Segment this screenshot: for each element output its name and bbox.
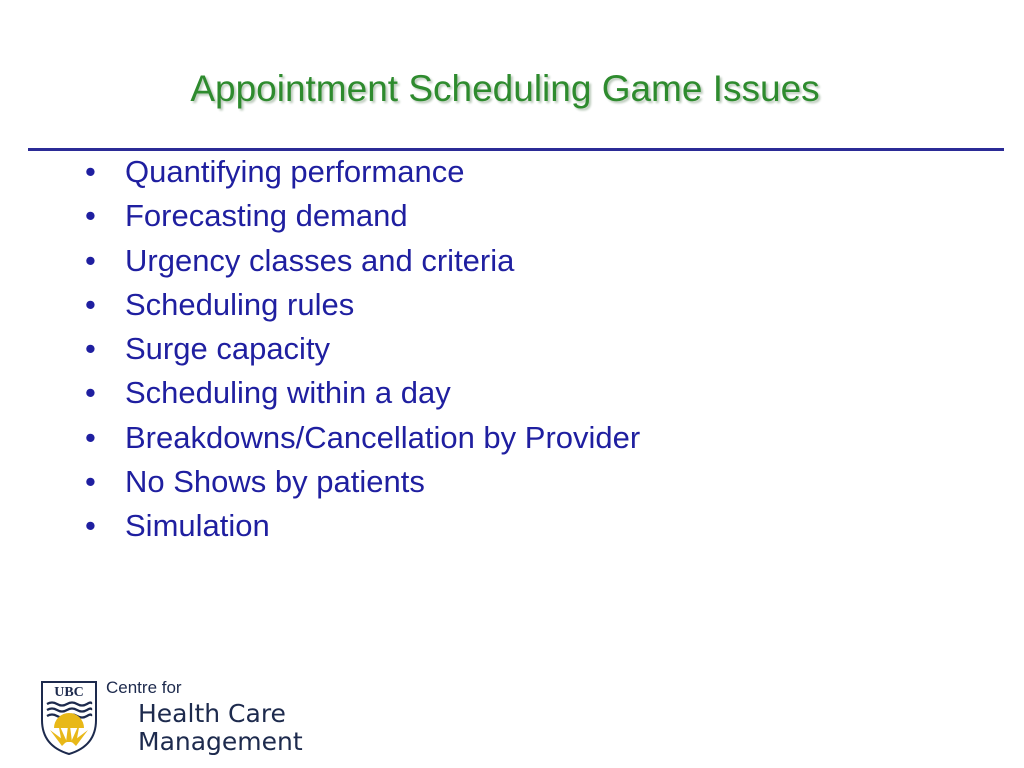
list-item-text: Surge capacity: [125, 331, 331, 367]
bullet-marker: •: [85, 419, 96, 455]
slide-title: Appointment Scheduling Game Issues: [190, 68, 820, 109]
bullet-marker: •: [85, 286, 96, 322]
list-item-text: Breakdowns/Cancellation by Provider: [125, 419, 641, 455]
list-item: [85, 239, 640, 283]
bullet-marker: •: [85, 154, 96, 189]
footer-org-name: [138, 700, 303, 756]
list-item: [85, 460, 640, 504]
list-item: [85, 150, 640, 194]
bullet-marker: •: [85, 508, 96, 544]
ubc-crest-logo: [40, 680, 98, 756]
crest-ubc-text: UBC: [54, 685, 84, 700]
bullet-list: [85, 150, 640, 549]
list-item-text: Scheduling within a day: [125, 375, 451, 411]
footer-health-care: Health Care: [138, 699, 286, 728]
list-item: [85, 194, 640, 238]
list-item: [85, 504, 640, 548]
bullet-marker: •: [85, 464, 96, 500]
list-item-text: Forecasting demand: [125, 198, 408, 234]
footer-centre-for: Centre for: [106, 678, 182, 697]
list-item-text: Quantifying performance: [125, 154, 465, 189]
list-item-text: No Shows by patients: [125, 464, 425, 500]
footer-management: Management: [138, 727, 303, 756]
bullet-marker: •: [85, 375, 96, 411]
list-item: [85, 416, 640, 460]
bullet-marker: •: [85, 198, 96, 234]
list-item: [85, 327, 640, 371]
list-item-text: Simulation: [125, 508, 270, 544]
list-item-text: Scheduling rules: [125, 286, 355, 322]
bullet-marker: •: [85, 242, 96, 278]
bullet-marker: •: [85, 331, 96, 367]
list-item: [85, 283, 640, 327]
list-item: [85, 371, 640, 415]
list-item-text: Urgency classes and criteria: [125, 242, 515, 278]
